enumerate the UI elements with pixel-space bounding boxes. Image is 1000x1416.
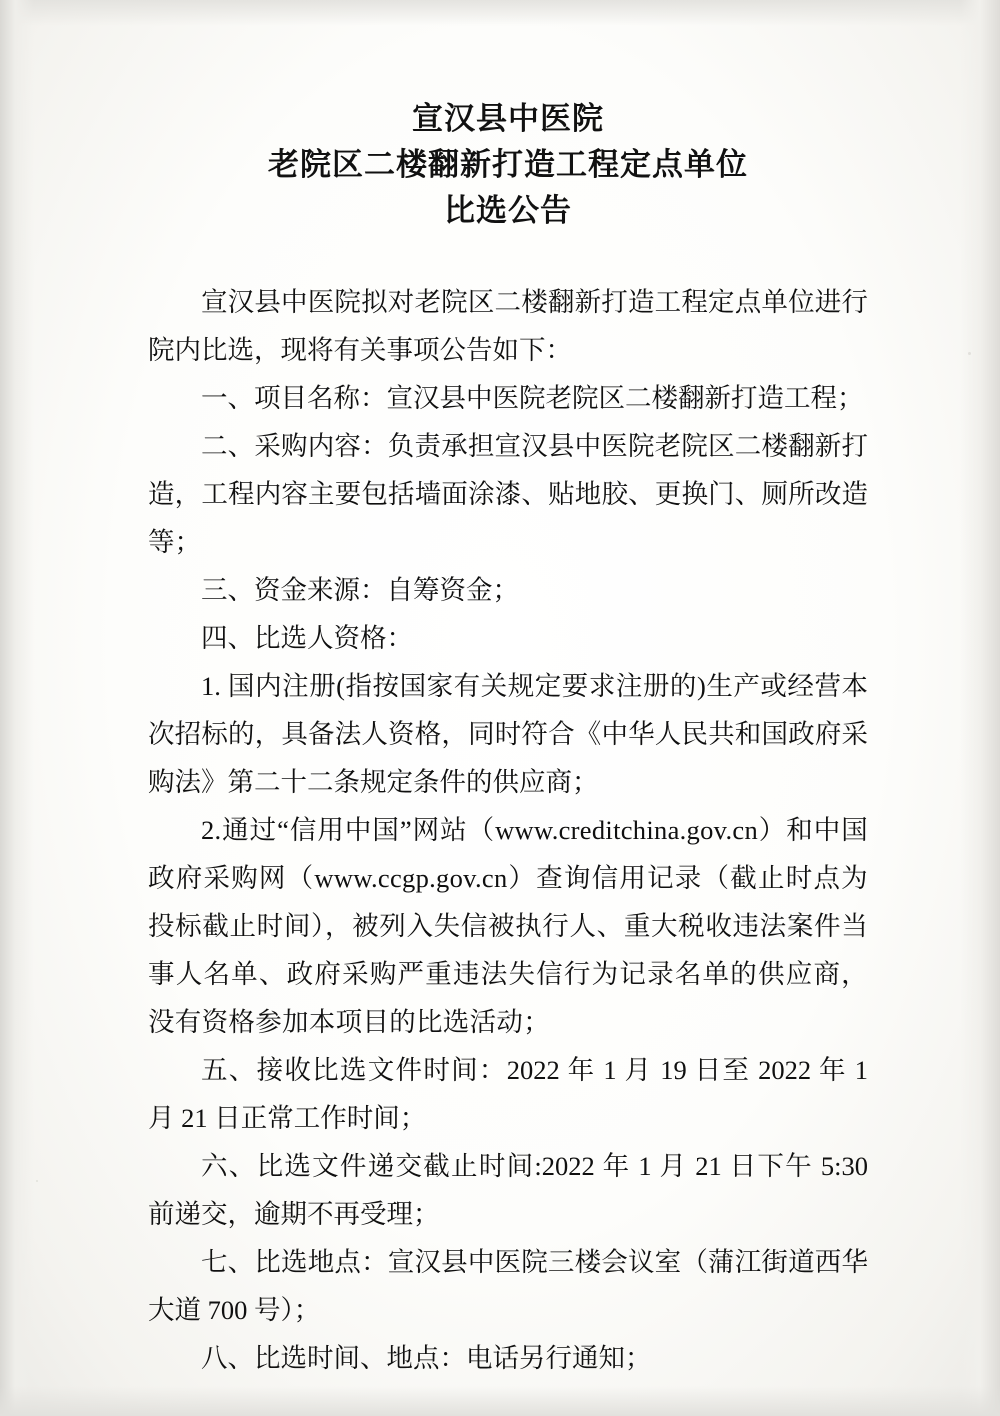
paragraph-item-7: 七、比选地点：宣汉县中医院三楼会议室（蒲江街道西华大道 700 号）； (148, 1247, 868, 1325)
document-body (148, 96, 868, 1382)
paragraph-item-8: 八、比选时间、地点：电话另行通知； (201, 1343, 652, 1373)
page-title-line-2: 老院区二楼翻新打造工程定点单位 (268, 147, 748, 182)
scan-speck (968, 352, 971, 355)
paragraph-item-4-sub-2: 2.通过“信用中国”网站（www.creditchina.gov.cn）和中国政府采购网（www.ccgp.gov.cn）查询信用记录（截止时点为投标截止时间），被列入失信被执行人、重大税收违法案件当事人名单、政府采购严重违法失信行为记录名单的供应商，没有资格参加本项目的比选活动； (148, 815, 868, 1037)
paragraph-item-5: 五、接收比选文件时间：2022 年 1 月 19 日至 2022 年 1 月 21 日正常工作时间； (148, 1055, 868, 1133)
page-title-line-3: 比选公告 (444, 193, 572, 228)
page-title (148, 96, 868, 234)
scan-edge-right (960, 0, 1000, 1416)
body-text (148, 278, 868, 1382)
paragraph-item-2: 二、采购内容：负责承担宣汉县中医院老院区二楼翻新打造，工程内容主要包括墙面涂漆、贴地胶、更换门、厕所改造等； (148, 431, 868, 557)
paragraph-intro: 宣汉县中医院拟对老院区二楼翻新打造工程定点单位进行院内比选，现将有关事项公告如下： (148, 287, 868, 365)
scan-edge-left (0, 0, 34, 1416)
paragraph-item-1: 一、项目名称：宣汉县中医院老院区二楼翻新打造工程； (201, 383, 864, 413)
scan-edge-bottom (0, 1386, 1000, 1416)
paragraph-item-4: 四、比选人资格： (201, 623, 413, 653)
scan-speck (36, 1180, 38, 1182)
scan-edge-top (0, 0, 1000, 26)
page-title-line-1: 宣汉县中医院 (412, 101, 604, 136)
paragraph-item-3: 三、资金来源：自筹资金； (201, 575, 519, 605)
paragraph-item-6: 六、比选文件递交截止时间:2022 年 1 月 21 日下午 5:30 前递交，逾期不再受理； (148, 1151, 868, 1229)
paragraph-item-4-sub-1: 1. 国内注册(指按国家有关规定要求注册的)生产或经营本次招标的，具备法人资格，同时符合《中华人民共和国政府采购法》第二十二条规定条件的供应商； (148, 671, 868, 797)
